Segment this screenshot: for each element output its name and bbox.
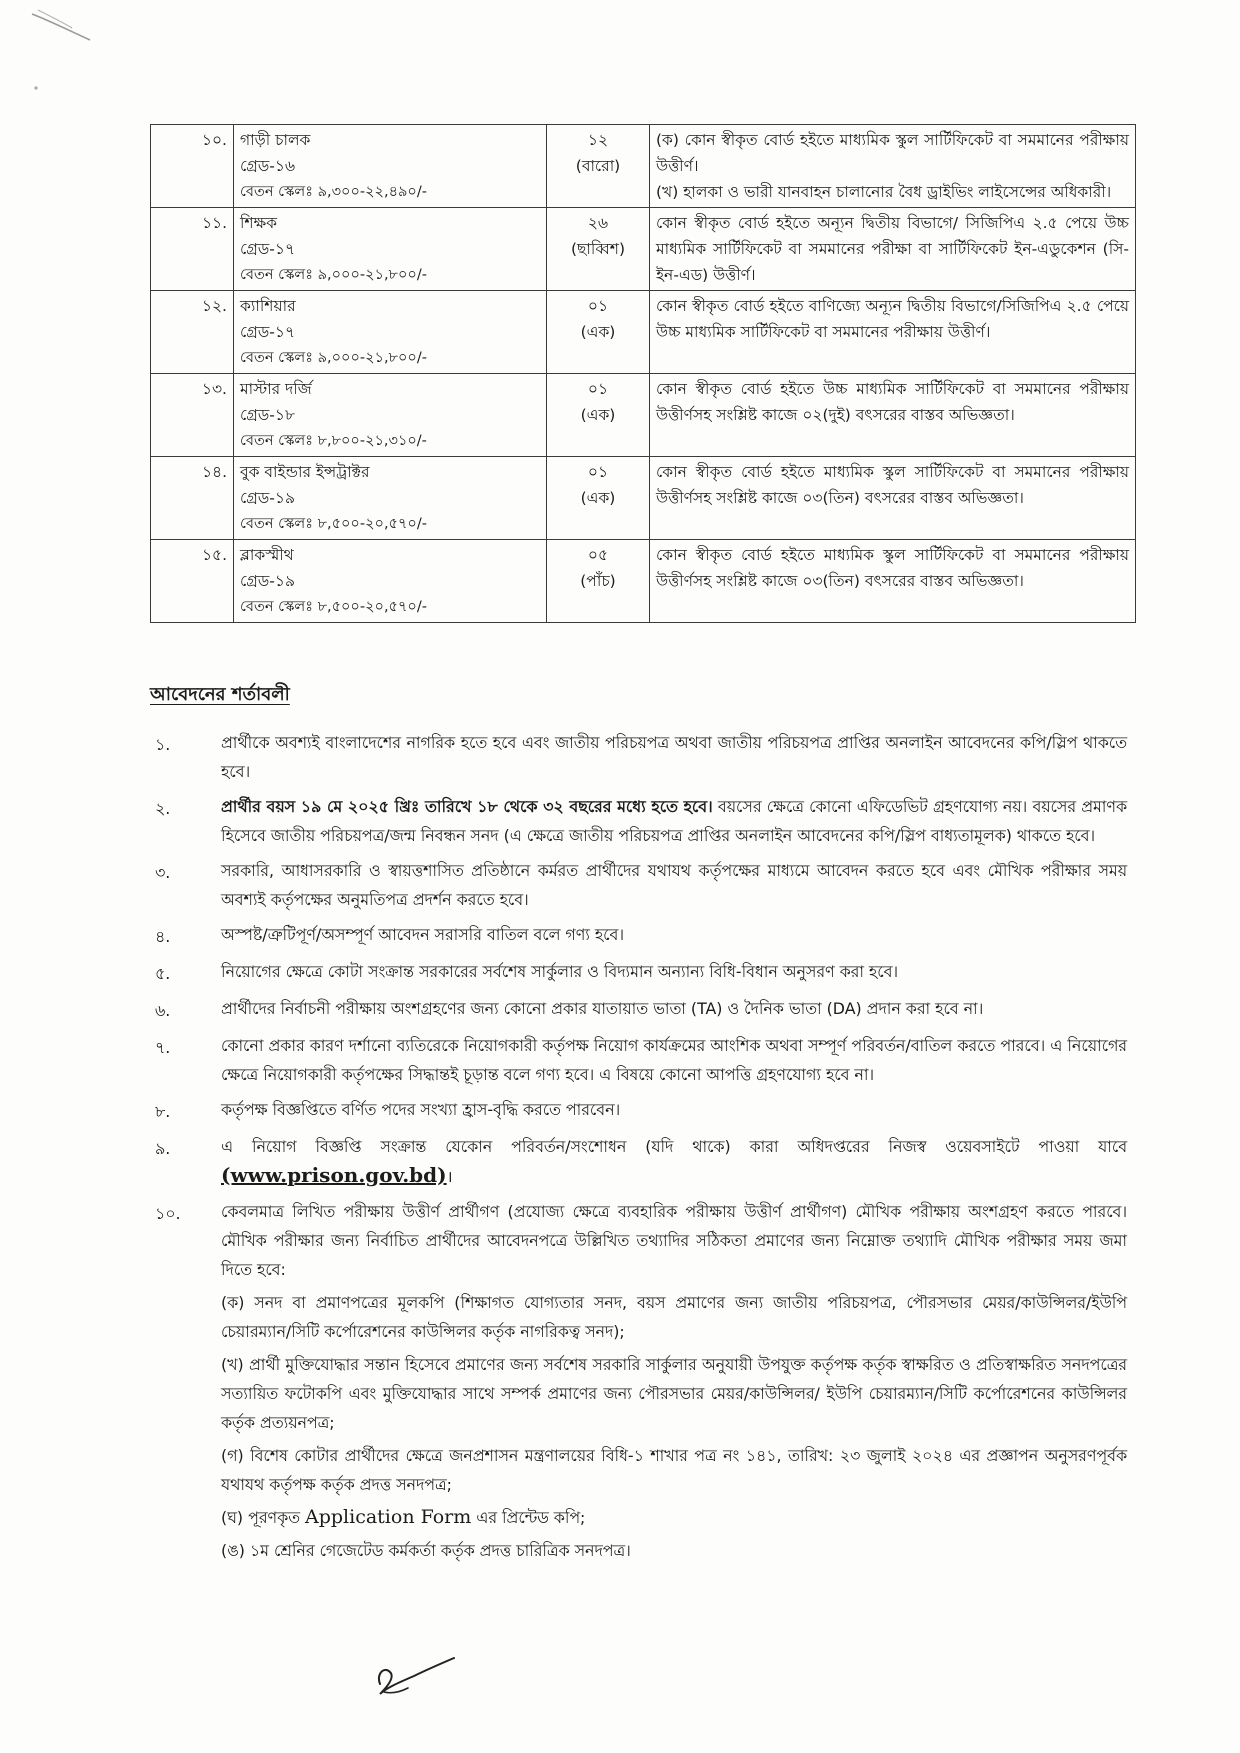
list-item bbox=[155, 1197, 1127, 1565]
list-item-number: ৬. bbox=[155, 1001, 171, 1020]
post-grade: গ্রেড-১৬ bbox=[240, 157, 296, 175]
list-item-text: অস্পষ্ট/ত্রুটিপূর্ণ/অসম্পূর্ণ আবেদন সরাসরি বাতিল বলে গণ্য হবে। bbox=[221, 925, 624, 944]
list-item-end: । bbox=[446, 1167, 453, 1186]
list-item-body bbox=[221, 792, 1127, 850]
serial-cell: ১৫. bbox=[151, 540, 234, 623]
document-sub-item: (ক) সনদ বা প্রমাণপত্রের মূলকপি (শিক্ষাগত যোগ্যতার সনদ, বয়স প্রমাণের জন্য জাতীয় পরিচয়পত্র, পৌরসভার মেয়র/কাউন্সিলর/ইউপি চেয়ারম্যান/সিটি কর্পোরেশনের কাউন্সিলর কর্তৃক নাগরিকত্ব সনদ); bbox=[221, 1293, 1127, 1341]
list-item bbox=[155, 1132, 1127, 1191]
post-count-words: (এক) bbox=[580, 406, 616, 424]
post-count: ০৫ bbox=[587, 546, 609, 564]
post-pay-scale: বেতন স্কেলঃ ৯,০০০-২১,৮০০/- bbox=[240, 350, 427, 366]
list-item-number: ৮. bbox=[155, 1102, 171, 1121]
list-item-text: প্রার্থীকে অবশ্যই বাংলাদেশের নাগরিক হতে হবে এবং জাতীয় পরিচয়পত্র অথবা জাতীয় পরিচয়পত্র প্রাপ্তির অনলাইন আবেদনের কপি/স্লিপ থাকতে হবে। bbox=[221, 733, 1127, 781]
list-item-text: বয়সের ক্ষেত্রে কোনো এফিডেভিট গ্রহণযোগ্য নয়। বয়সের প্রমাণক হিসেবে জাতীয় পরিচয়পত্র/জন্ম নিবন্ধন সনদ (এ ক্ষেত্রে জাতীয় পরিচয়পত্র প্রাপ্তির অনলাইন আবেদনের কপি/স্লিপ বাধ্যতামূলক) থাকতে হবে। bbox=[221, 797, 1127, 845]
list-item bbox=[155, 728, 1127, 786]
list-item bbox=[155, 856, 1127, 914]
count-cell bbox=[547, 125, 650, 208]
post-pay-scale: বেতন স্কেলঃ ৯,০০০-২১,৮০০/- bbox=[240, 267, 427, 283]
post-count-words: (ছাব্বিশ) bbox=[570, 240, 626, 258]
sub-item-prefix: (ঘ) পূরণকৃত bbox=[221, 1508, 305, 1527]
post-count: ১২ bbox=[587, 131, 609, 149]
list-item-body bbox=[221, 1197, 1127, 1565]
list-item-number: ২. bbox=[155, 799, 171, 818]
document-sub-item: (গ) বিশেষ কোটার প্রার্থীদের ক্ষেত্রে জনপ্রশাসন মন্ত্রণালয়ের বিধি-১ শাখার পত্র নং ১৪১, তারিখ: ২৩ জুলাই ২০২৪ এর প্রজ্ঞাপন অনুসরণপূর্বক যথাযথ কর্তৃপক্ষ কর্তৃক প্রদত্ত সনদপত্র; bbox=[221, 1446, 1127, 1494]
qualification-cell bbox=[650, 374, 1136, 457]
list-item-text: নিয়োগের ক্ষেত্রে কোটা সংক্রান্ত সরকারের সর্বশেষ সার্কুলার ও বিদ্যমান অন্যান্য বিধি-বিধান অনুসরণ করা হবে। bbox=[221, 962, 899, 981]
list-item-text: কেবলমাত্র লিখিত পরীক্ষায় উত্তীর্ণ প্রার্থীগণ (প্রযোজ্য ক্ষেত্রে ব্যবহারিক পরীক্ষায় উত্তীর্ণ প্রার্থীগণ) মৌখিক পরীক্ষায় অংশগ্রহণ করতে পারবে। মৌখিক পরীক্ষার জন্য নির্বাচিত প্রার্থীদের আবেদনপত্রে উল্লিখিত তথ্যাদির সঠিকতা প্রমাণের জন্য নিম্নোক্ত তথ্যাদি মৌখিক পরীক্ষার সময় জমা দিতে হবে: bbox=[221, 1202, 1127, 1279]
list-item-number: ৪. bbox=[155, 927, 171, 946]
list-item bbox=[155, 1031, 1127, 1089]
post-count: ০১ bbox=[587, 297, 609, 315]
list-item-text: এ নিয়োগ বিজ্ঞপ্তি সংক্রান্ত যেকোন পরিবর্তন/সংশোধন (যদি থাকে) কারা অধিদপ্তরের নিজস্ব ওয়েবসাইটে পাওয়া যাবে bbox=[221, 1137, 1127, 1156]
qualification-cell bbox=[650, 125, 1136, 208]
post-name: শিক্ষক bbox=[240, 214, 278, 232]
list-item-text: সরকারি, আধাসরকারি ও স্বায়ত্তশাসিত প্রতিষ্ঠানে কর্মরত প্রার্থীদের যথাযথ কর্তৃপক্ষের মাধ্যমে আবেদন করতে হবে এবং মৌখিক পরীক্ষার সময় অবশ্যই কর্তৃপক্ষের অনুমতিপত্র প্রদর্শন করতে হবে। bbox=[221, 861, 1127, 909]
age-requirement-bold: প্রার্থীর বয়স ১৯ মে ২০২৫ খ্রিঃ তারিখে ১৮ থেকে ৩২ বছরের মধ্যে হতে হবে। bbox=[221, 797, 713, 816]
list-item-number: ৭. bbox=[155, 1038, 171, 1057]
table-row bbox=[151, 540, 1136, 623]
document-sub-item bbox=[221, 1503, 1127, 1532]
list-item-number: ৯. bbox=[155, 1139, 171, 1158]
list-item-body bbox=[221, 1132, 1127, 1191]
posts-table bbox=[150, 124, 1136, 623]
qualification-cell bbox=[650, 291, 1136, 374]
post-grade: গ্রেড-১৯ bbox=[240, 572, 296, 590]
qualification-text: কোন স্বীকৃত বোর্ড হইতে উচ্চ মাধ্যমিক সার্টিফিকেট বা সমমানের পরীক্ষায় উত্তীর্ণসহ সংশ্লিষ্ট কাজে ০২(দুই) বৎসরের বাস্তব অভিজ্ঞতা। bbox=[656, 380, 1129, 424]
qualification-cell bbox=[650, 208, 1136, 291]
list-item-text: কর্তৃপক্ষ বিজ্ঞপ্তিতে বর্ণিত পদের সংখ্যা হ্রাস-বৃদ্ধি করতে পারবেন। bbox=[221, 1100, 621, 1119]
post-grade: গ্রেড-১৯ bbox=[240, 489, 296, 507]
post-count: ০১ bbox=[587, 463, 609, 481]
post-count-words: (এক) bbox=[580, 489, 616, 507]
list-item bbox=[155, 792, 1127, 850]
serial-cell: ১৩. bbox=[151, 374, 234, 457]
post-count-words: (এক) bbox=[580, 323, 616, 341]
post-count: ০১ bbox=[587, 380, 609, 398]
application-form-label: Application Form bbox=[305, 1506, 472, 1528]
post-grade: গ্রেড-১৮ bbox=[240, 406, 296, 424]
serial-cell: ১২. bbox=[151, 291, 234, 374]
website-link[interactable]: (www.prison.gov.bd) bbox=[221, 1163, 447, 1187]
serial-cell: ১১. bbox=[151, 208, 234, 291]
post-cell bbox=[234, 374, 547, 457]
scan-smudge-mark bbox=[28, 6, 148, 96]
post-cell bbox=[234, 540, 547, 623]
list-item-text: কোনো প্রকার কারণ দর্শানো ব্যতিরেকে নিয়োগকারী কর্তৃপক্ষ নিয়োগ কার্যক্রমের আংশিক অথবা সম্পূর্ণ পরিবর্তন/বাতিল করতে পারবে। এ নিয়োগের ক্ষেত্রে নিয়োগকারী কর্তৃপক্ষের সিদ্ধান্তই চূড়ান্ত বলে গণ্য হবে। এ বিষয়ে কোনো আপত্তি গ্রহণযোগ্য হবে না। bbox=[221, 1036, 1127, 1084]
post-name: গাড়ী চালক bbox=[240, 131, 311, 149]
conditions-list bbox=[155, 728, 1127, 1571]
list-item bbox=[155, 1095, 1127, 1126]
post-cell bbox=[234, 291, 547, 374]
qualification-cell bbox=[650, 540, 1136, 623]
count-cell bbox=[547, 291, 650, 374]
post-cell bbox=[234, 208, 547, 291]
post-cell bbox=[234, 125, 547, 208]
post-grade: গ্রেড-১৭ bbox=[240, 323, 296, 341]
list-item bbox=[155, 920, 1127, 951]
serial-cell: ১০. bbox=[151, 125, 234, 208]
signature-icon bbox=[370, 1648, 460, 1708]
post-grade: গ্রেড-১৭ bbox=[240, 240, 296, 258]
serial-cell: ১৪. bbox=[151, 457, 234, 540]
table-row bbox=[151, 291, 1136, 374]
post-name: মাস্টার দর্জি bbox=[240, 380, 312, 398]
post-name: বুক বাইন্ডার ইন্সট্রাক্টর bbox=[240, 463, 370, 481]
table-row bbox=[151, 208, 1136, 291]
list-item bbox=[155, 994, 1127, 1025]
list-item-number: ১. bbox=[155, 735, 171, 754]
post-name: ব্লাকস্মীথ bbox=[240, 546, 294, 564]
count-cell bbox=[547, 208, 650, 291]
count-cell bbox=[547, 457, 650, 540]
document-sub-item: (খ) প্রার্থী মুক্তিযোদ্ধার সন্তান হিসেবে প্রমাণের জন্য সর্বশেষ সরকারি সার্কুলার অনুযায়ী উপযুক্ত কর্তৃপক্ষ কর্তৃক স্বাক্ষরিত ও প্রতিস্বাক্ষরিত সনদপত্রের সত্যায়িত ফটোকপি এবং মুক্তিযোদ্ধার সাথে সম্পর্ক প্রমাণের জন্য পৌরসভার মেয়র/কাউন্সিলর/ ইউপি চেয়ারম্যান/সিটি কর্পোরেশনের কাউন্সিলর কর্তৃক প্রত্যয়নপত্র; bbox=[221, 1355, 1127, 1432]
post-count: ২৬ bbox=[587, 214, 609, 232]
table-row bbox=[151, 374, 1136, 457]
conditions-heading: আবেদনের শর্তাবলী bbox=[150, 684, 290, 705]
qualification-text: কোন স্বীকৃত বোর্ড হইতে বাণিজ্যে অন্যূন দ্বিতীয় বিভাগে/সিজিপিএ ২.৫ পেয়ে উচ্চ মাধ্যমিক সার্টিফিকেট বা সমমানের পরীক্ষায় উত্তীর্ণ। bbox=[656, 297, 1129, 341]
post-name: ক্যাশিয়ার bbox=[240, 297, 296, 315]
list-item-number: ১০. bbox=[155, 1204, 181, 1223]
count-cell bbox=[547, 540, 650, 623]
qualification-text: কোন স্বীকৃত বোর্ড হইতে অন্যূন দ্বিতীয় বিভাগে/ সিজিপিএ ২.৫ পেয়ে উচ্চ মাধ্যমিক সার্টিফিকেট বা সমমানের পরীক্ষা বা সার্টিফিকেট ইন-এডুকেশন (সি-ইন-এড) উত্তীর্ণ। bbox=[656, 214, 1129, 284]
count-cell bbox=[547, 374, 650, 457]
post-pay-scale: বেতন স্কেলঃ ৮,৫০০-২০,৫৭০/- bbox=[240, 599, 427, 615]
qualification-cell bbox=[650, 457, 1136, 540]
post-pay-scale: বেতন স্কেলঃ ৯,৩০০-২২,৪৯০/- bbox=[240, 184, 427, 200]
table-row bbox=[151, 125, 1136, 208]
qualification-text: (খ) হালকা ও ভারী যানবাহন চালানোর বৈধ ড্রাইভিং লাইসেন্সের অধিকারী। bbox=[656, 183, 1112, 201]
post-count-words: (বারো) bbox=[575, 157, 621, 175]
list-item bbox=[155, 957, 1127, 988]
list-item-text: প্রার্থীদের নির্বাচনী পরীক্ষায় অংশগ্রহণের জন্য কোনো প্রকার যাতায়াত ভাতা (TA) ও দৈনিক ভাতা (DA) প্রদান করা হবে না। bbox=[221, 999, 984, 1018]
list-item-number: ৩. bbox=[155, 863, 171, 882]
qualification-text: কোন স্বীকৃত বোর্ড হইতে মাধ্যমিক স্কুল সার্টিফিকেট বা সমমানের পরীক্ষায় উত্তীর্ণসহ সংশ্লিষ্ট কাজে ০৩(তিন) বৎসরের বাস্তব অভিজ্ঞতা। bbox=[656, 463, 1129, 507]
post-count-words: (পাঁচ) bbox=[580, 572, 616, 590]
list-item-number: ৫. bbox=[155, 964, 171, 983]
post-cell bbox=[234, 457, 547, 540]
qualification-text: কোন স্বীকৃত বোর্ড হইতে মাধ্যমিক স্কুল সার্টিফিকেট বা সমমানের পরীক্ষায় উত্তীর্ণসহ সংশ্লিষ্ট কাজে ০৩(তিন) বৎসরের বাস্তব অভিজ্ঞতা। bbox=[656, 546, 1129, 590]
table-row bbox=[151, 457, 1136, 540]
qualification-text: (ক) কোন স্বীকৃত বোর্ড হইতে মাধ্যমিক স্কুল সার্টিফিকেট বা সমমানের পরীক্ষায় উত্তীর্ণ। bbox=[656, 131, 1129, 175]
document-sub-item: (ঙ) ১ম শ্রেনির গেজেটেড কর্মকর্তা কর্তৃক প্রদত্ত চারিত্রিক সনদপত্র। bbox=[221, 1541, 631, 1560]
sub-item-suffix: এর প্রিন্টেড কপি; bbox=[471, 1508, 586, 1527]
post-pay-scale: বেতন স্কেলঃ ৮,৮০০-২১,৩১০/- bbox=[240, 433, 427, 449]
post-pay-scale: বেতন স্কেলঃ ৮,৫০০-২০,৫৭০/- bbox=[240, 516, 427, 532]
